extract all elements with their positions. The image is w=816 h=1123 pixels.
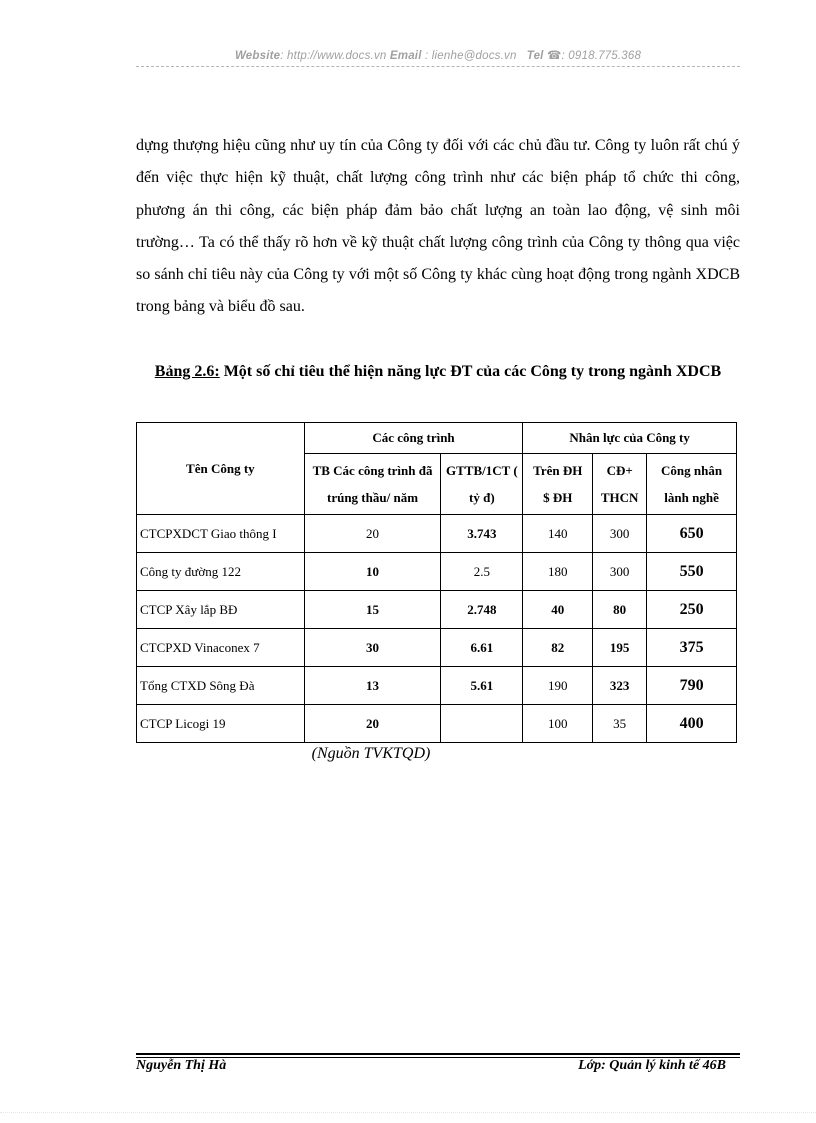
tel-label: Tel xyxy=(526,50,544,62)
header-skilled-line1: Công nhân xyxy=(661,463,723,478)
email-label: Email xyxy=(389,50,422,62)
website-value: : http://www.docs.vn xyxy=(280,50,387,62)
cell-avg-projects: 20 xyxy=(304,515,441,553)
page-header xyxy=(136,48,740,62)
header-tren-dh-line1: Trên ĐH xyxy=(533,463,583,478)
cell-tren-dh: 100 xyxy=(523,705,593,743)
cell-avg-projects: 15 xyxy=(304,591,441,629)
header-avg-projects: TB Các công trình đã trúng thầu/ năm xyxy=(304,454,441,515)
cell-company: CTCP Xây lắp BĐ xyxy=(137,591,305,629)
header-gttb: GTTB/1CT ( tỷ đ) xyxy=(441,454,523,515)
cell-cd-thcn: 195 xyxy=(593,629,647,667)
cell-cd-thcn: 300 xyxy=(593,553,647,591)
cell-cd-thcn: 35 xyxy=(593,705,647,743)
cell-gttb: 6.61 xyxy=(441,629,523,667)
header-company: Tên Công ty xyxy=(137,423,305,515)
cell-cd-thcn: 323 xyxy=(593,667,647,705)
cell-skilled: 375 xyxy=(647,629,737,667)
footer-author: Nguyễn Thị Hà xyxy=(136,1058,227,1073)
header-cd-line2: THCN xyxy=(600,490,639,505)
phone-icon: ☎ xyxy=(546,50,562,62)
cell-skilled: 400 xyxy=(647,705,737,743)
cell-skilled: 650 xyxy=(647,515,737,553)
header-group-staff: Nhân lực của Công ty xyxy=(523,423,737,454)
header-tren-dh xyxy=(523,454,593,515)
table-row xyxy=(137,629,737,667)
cell-company: Tổng CTXD Sông Đà xyxy=(137,667,305,705)
cell-avg-projects: 13 xyxy=(304,667,441,705)
cell-gttb: 2.748 xyxy=(441,591,523,629)
cell-company: CTCPXD Vinaconex 7 xyxy=(137,629,305,667)
tel-value: : 0918.775.368 xyxy=(561,50,642,62)
cell-gttb: 2.5 xyxy=(441,553,523,591)
table-header-row-1 xyxy=(137,423,737,454)
cell-avg-projects: 30 xyxy=(304,629,441,667)
cell-skilled: 790 xyxy=(647,667,737,705)
cell-gttb: 3.743 xyxy=(441,515,523,553)
table-row xyxy=(137,515,737,553)
cell-cd-thcn: 80 xyxy=(593,591,647,629)
header-skilled xyxy=(647,454,737,515)
body-paragraph: dựng thượng hiệu cũng như uy tín của Công ty đối với các chủ đầu tư. Công ty luôn rất chú ý đến việc thực hiện kỹ thuật, chất lượng công trình như các biện pháp tổ chức thi công, phương án thi công, các biện pháp đảm bảo chất lượng an toàn lao động, vệ sinh môi trường… Ta có thể thấy rõ hơn về kỹ thuật chất lượng công trình của Công ty thông qua việc so sánh chỉ tiêu này của Công ty với một số Công ty khác cùng hoạt động trong ngành XDCB trong bảng và biểu đồ sau. xyxy=(136,137,740,316)
cell-tren-dh: 140 xyxy=(523,515,593,553)
header-divider xyxy=(136,66,740,67)
header-cd-line1: CĐ+ xyxy=(606,463,633,478)
table-caption-text: Một số chỉ tiêu thể hiện năng lực ĐT của các Công ty trong ngành XDCB xyxy=(219,363,722,380)
table-row xyxy=(137,705,737,743)
cell-tren-dh: 180 xyxy=(523,553,593,591)
cell-tren-dh: 82 xyxy=(523,629,593,667)
cell-gttb xyxy=(441,705,523,743)
email-value: : lienhe@docs.vn xyxy=(421,50,517,62)
header-group-projects: Các công trình xyxy=(304,423,523,454)
table-caption xyxy=(136,356,740,388)
header-tren-dh-line2: $ ĐH xyxy=(543,490,573,505)
cell-skilled: 250 xyxy=(647,591,737,629)
table-caption-lead: Bảng 2.6: xyxy=(154,363,220,380)
footer-class: Lớp: Quản lý kinh tế 46B xyxy=(578,1058,726,1073)
table-row xyxy=(137,667,737,705)
cell-tren-dh: 190 xyxy=(523,667,593,705)
cell-company: CTCPXDCT Giao thông I xyxy=(137,515,305,553)
company-capacity-table xyxy=(136,422,737,743)
table-row xyxy=(137,553,737,591)
cell-company: CTCP Licogi 19 xyxy=(137,705,305,743)
page-bottom-dots xyxy=(0,1112,816,1113)
cell-gttb: 5.61 xyxy=(441,667,523,705)
cell-avg-projects: 10 xyxy=(304,553,441,591)
header-skilled-line2: lành nghề xyxy=(664,490,719,505)
cell-avg-projects: 20 xyxy=(304,705,441,743)
header-cd-thcn xyxy=(593,454,647,515)
cell-company: Công ty đường 122 xyxy=(137,553,305,591)
cell-tren-dh: 40 xyxy=(523,591,593,629)
website-label: Website xyxy=(234,50,281,62)
footer-divider xyxy=(136,1053,740,1055)
table-row xyxy=(137,591,737,629)
source-note: (Nguồn TVKTQD) xyxy=(311,745,431,762)
cell-cd-thcn: 300 xyxy=(593,515,647,553)
cell-skilled: 550 xyxy=(647,553,737,591)
